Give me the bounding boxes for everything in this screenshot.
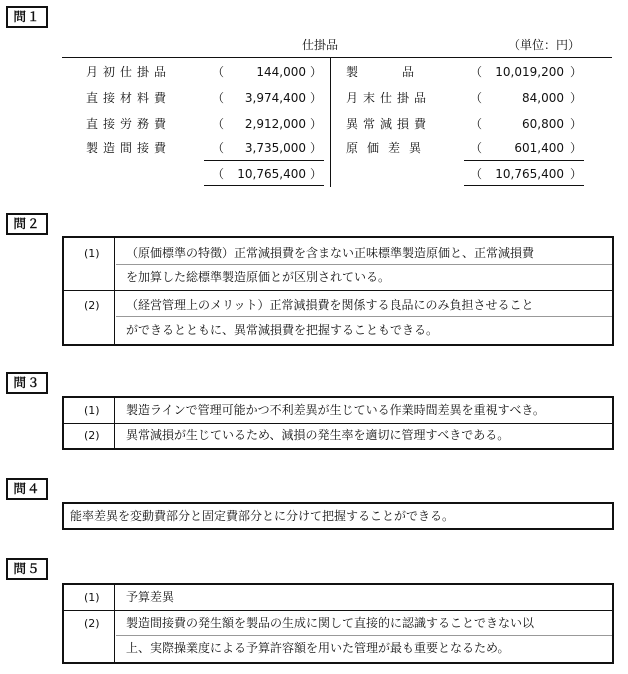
close-paren: ） xyxy=(310,117,323,131)
credit-name: 異常減損費 xyxy=(346,117,432,131)
q1-label: 問１ xyxy=(6,6,48,28)
close-paren: ） xyxy=(570,91,583,105)
open-paren: （ xyxy=(470,91,483,105)
open-paren: （ xyxy=(470,117,483,131)
q2-number-divider xyxy=(114,238,115,344)
debit-amount: 3,974,400 xyxy=(244,91,306,105)
q4-answer-box xyxy=(62,502,614,530)
q5-item-line: 予算差異 xyxy=(126,590,175,604)
debit-amount: 2,912,000 xyxy=(244,117,306,131)
credit-total-rule xyxy=(464,160,584,161)
q3-item-number: (2) xyxy=(84,429,100,442)
close-paren: ） xyxy=(570,65,583,79)
q3-answer-box xyxy=(62,396,614,450)
account-title: 仕掛品 xyxy=(302,38,339,52)
debit-name: 製造間接費 xyxy=(86,141,172,155)
debit-name: 直接材料費 xyxy=(86,91,172,105)
q3-item-number: (1) xyxy=(84,404,100,417)
close-paren: ） xyxy=(310,167,323,181)
open-paren: （ xyxy=(212,65,225,79)
credit-amount: 60,800 xyxy=(522,117,564,131)
unit-note: （単位：円） xyxy=(508,38,581,52)
q2-ruled-line xyxy=(116,264,612,265)
q3-item-line: 製造ラインで管理可能かつ不利差異が生じている作業時間差異を重視すべき。 xyxy=(126,403,545,417)
credit-total-underline xyxy=(464,185,584,186)
debit-name: 直接労務費 xyxy=(86,117,172,131)
open-paren: （ xyxy=(212,91,225,105)
q2-label: 問２ xyxy=(6,213,48,235)
q2-ruled-line xyxy=(116,316,612,317)
q5-item-line: 製造間接費の発生額を製品の生成に関して直接的に認識することできない以 xyxy=(126,616,535,630)
q2-item-line: （原価標準の特徴）正常減損費を含まない正味標準製造原価と、正常減損費 xyxy=(126,246,535,260)
close-paren: ） xyxy=(310,65,323,79)
open-paren: （ xyxy=(212,117,225,131)
q5-row-divider xyxy=(64,610,612,611)
q5-item-number: (2) xyxy=(84,617,100,630)
credit-total: 10,765,400 xyxy=(495,167,564,181)
q5-number-divider xyxy=(114,585,115,662)
close-paren: ） xyxy=(310,91,323,105)
open-paren: （ xyxy=(470,141,483,155)
open-paren: （ xyxy=(212,141,225,155)
credit-name: 月末仕掛品 xyxy=(346,91,432,105)
q5-ruled-line xyxy=(116,635,612,636)
q3-label: 問３ xyxy=(6,372,48,394)
q5-answer-box xyxy=(62,583,614,664)
q2-item-line: ができるとともに、異常減損費を把握することもできる。 xyxy=(126,323,439,337)
debit-amount: 144,000 xyxy=(256,65,306,79)
open-paren: （ xyxy=(470,167,483,181)
q2-answer-box xyxy=(62,236,614,346)
q2-item-line: （経営管理上のメリット）正常減損費を関係する良品にのみ負担させること xyxy=(126,298,534,312)
close-paren: ） xyxy=(570,167,583,181)
close-paren: ） xyxy=(570,117,583,131)
q2-row-divider xyxy=(64,290,612,291)
q2-item-number: (2) xyxy=(84,299,100,312)
q4-label: 問４ xyxy=(6,478,48,500)
open-paren: （ xyxy=(470,65,483,79)
credit-name: 製 品 xyxy=(346,65,417,79)
debit-total: 10,765,400 xyxy=(237,167,306,181)
close-paren: ） xyxy=(310,141,323,155)
q2-item-number: (1) xyxy=(84,247,100,260)
q2-item-line: を加算した総標準製造原価とが区別されている。 xyxy=(126,270,391,284)
t-account-top-rule xyxy=(62,57,612,58)
q5-item-line: 上、実際操業度による予算許容額を用いた管理が最も重要となるため。 xyxy=(126,641,510,655)
credit-amount: 601,400 xyxy=(514,141,564,155)
credit-amount: 10,019,200 xyxy=(495,65,564,79)
debit-total-rule xyxy=(204,160,324,161)
debit-name: 月初仕掛品 xyxy=(86,65,172,79)
credit-amount: 84,000 xyxy=(522,91,564,105)
open-paren: （ xyxy=(212,167,225,181)
close-paren: ） xyxy=(570,141,583,155)
q5-item-number: (1) xyxy=(84,591,100,604)
t-account-center-rule xyxy=(330,57,331,187)
credit-name: 原価差異 xyxy=(346,141,431,155)
q3-item-line: 異常減損が生じているため、減損の発生率を適切に管理すべきである。 xyxy=(126,428,510,442)
q5-label: 問５ xyxy=(6,558,48,580)
q3-row-divider xyxy=(64,423,612,424)
debit-amount: 3,735,000 xyxy=(244,141,306,155)
debit-total-underline xyxy=(204,185,324,186)
q4-answer-text: 能率差異を変動費部分と固定費部分とに分けて把握することができる。 xyxy=(70,509,455,523)
